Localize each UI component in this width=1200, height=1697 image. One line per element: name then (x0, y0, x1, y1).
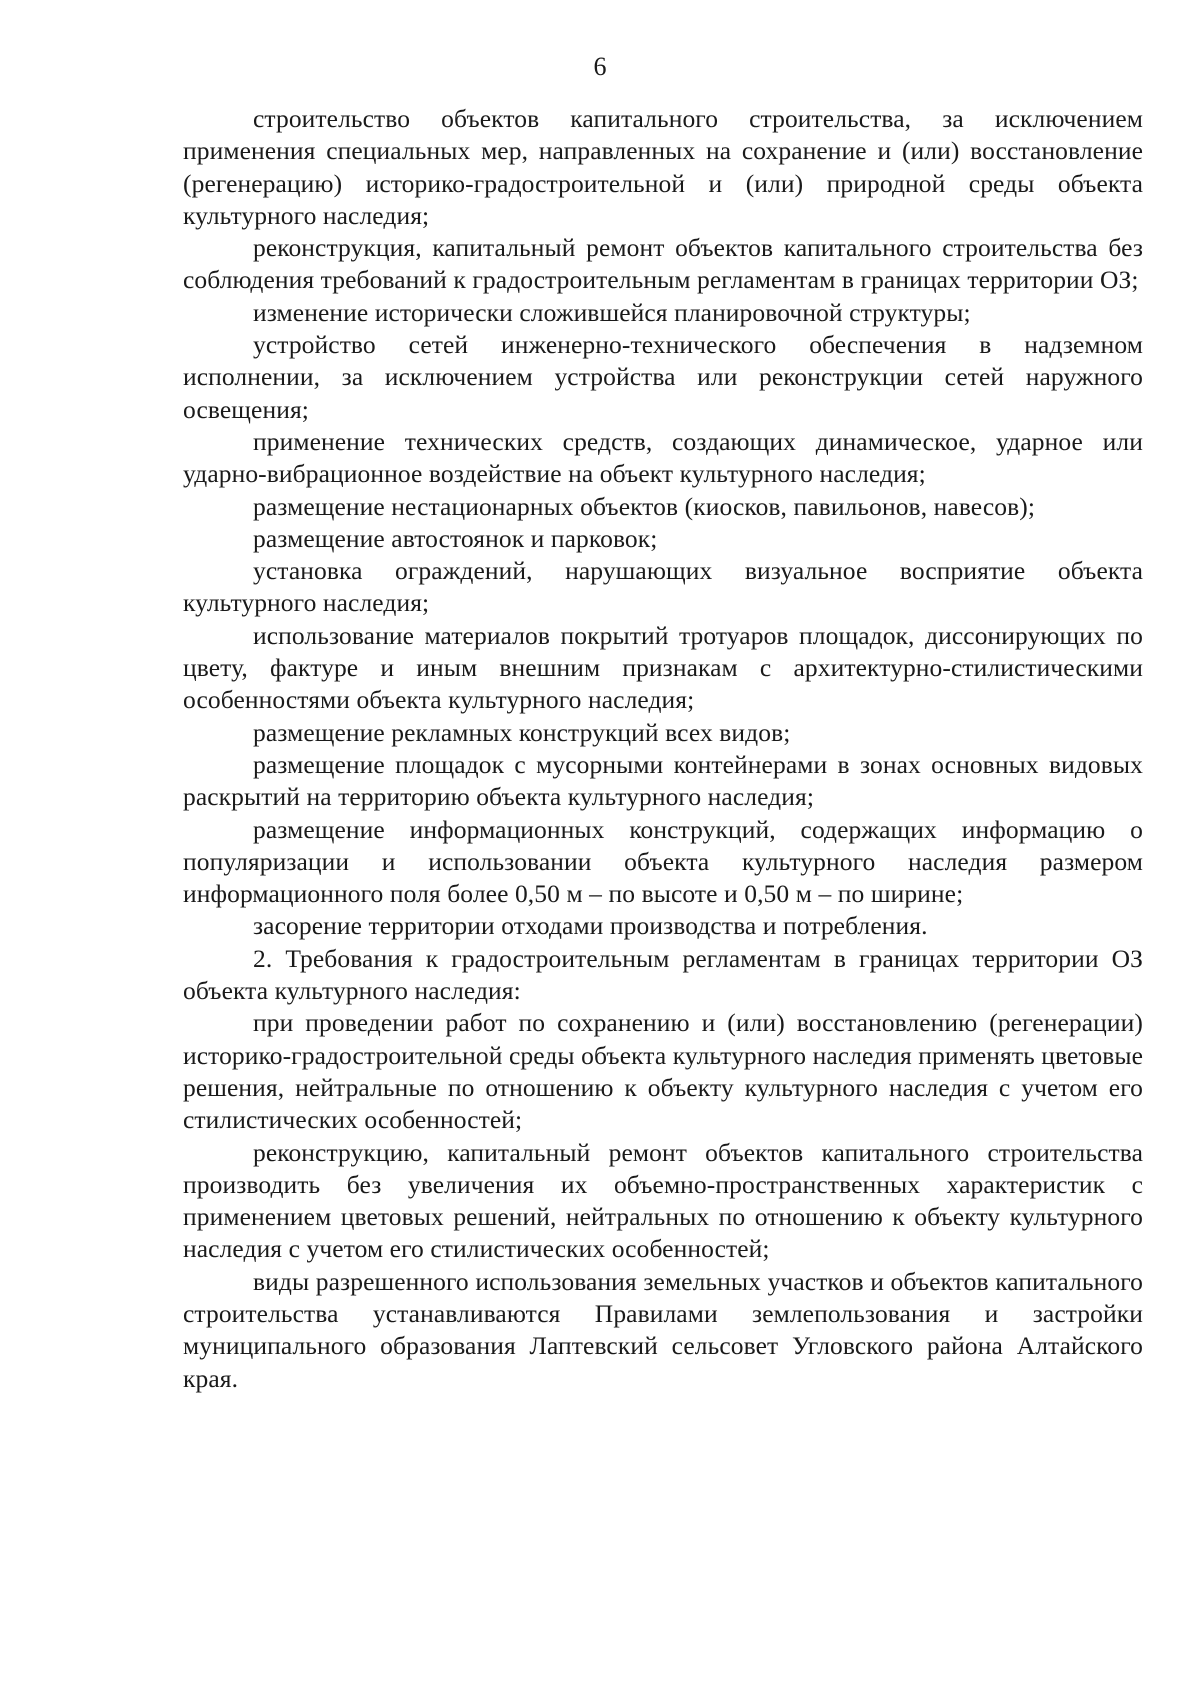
paragraph: строительство объектов капитального строительства, за исключением применения специальных мер, направленных на сохранение и (или) восстановление (регенерацию) историко-градостроительной и (или) природной среды объекта культурного наследия; (183, 104, 1143, 230)
paragraph: виды разрешенного использования земельных участков и объектов капитального строительства устанавливаются Правилами землепользования и застройки муниципального образования Лаптевский сельсовет Угловского района Алтайского края. (183, 1266, 1143, 1393)
paragraph: засорение территории отходами производства и потребления. (253, 911, 928, 941)
paragraph: при проведении работ по сохранению и (или) восстановлению (регенерации) историко-градостроительной среды объекта культурного наследия применять цветовые решения, нейтральные по отношению к объекту культурного наследия с учетом его стилистических особенностей; (183, 1008, 1143, 1135)
page-number: 6 (593, 52, 607, 81)
paragraph: размещение площадок с мусорными контейнерами в зонах основных видовых раскрытий на территорию объекта культурного наследия; (183, 749, 1143, 812)
paragraph: устройство сетей инженерно-технического обеспечения в надземном исполнении, за исключением устройства или реконструкции сетей наружного освещения; (183, 330, 1143, 424)
paragraph: реконструкцию, капитальный ремонт объектов капитального строительства производить без увеличения их объемно-пространственных характеристик с применением цветовых решений, нейтральных по отношению к объекту культурного наследия с учетом его стилистических особенностей; (183, 1137, 1143, 1264)
paragraph: изменение исторически сложившейся планировочной структуры; (253, 297, 971, 327)
paragraph: размещение информационных конструкций, содержащих информацию о популяризации и использовании объекта культурного наследия размером информационного поля более 0,50 м – по высоте и 0,50 м – по ширине; (183, 814, 1143, 909)
paragraph: размещение рекламных конструкций всех видов; (253, 717, 791, 747)
section-heading-paragraph: 2. Требования к градостроительным регламентам в границах территории ОЗ объекта культурного наследия: (183, 943, 1143, 1006)
document-body (183, 103, 1143, 1395)
paragraph: размещение автостоянок и парковок; (253, 523, 658, 553)
paragraph: применение технических средств, создающих динамическое, ударное или ударно-вибрационное воздействие на объект культурного наследия; (183, 426, 1143, 489)
paragraph: реконструкция, капитальный ремонт объектов капитального строительства без соблюдения требований к градостроительным регламентам в границах территории ОЗ; (183, 233, 1143, 295)
paragraph: использование материалов покрытий тротуаров площадок, диссонирующих по цвету, фактуре и иным внешним признакам с архитектурно-стилистическими особенностями объекта культурного наследия; (183, 620, 1143, 715)
paragraph: размещение нестационарных объектов (киосков, павильонов, навесов); (253, 491, 1036, 521)
paragraph: установка ограждений, нарушающих визуальное восприятие объекта культурного наследия; (183, 556, 1143, 618)
